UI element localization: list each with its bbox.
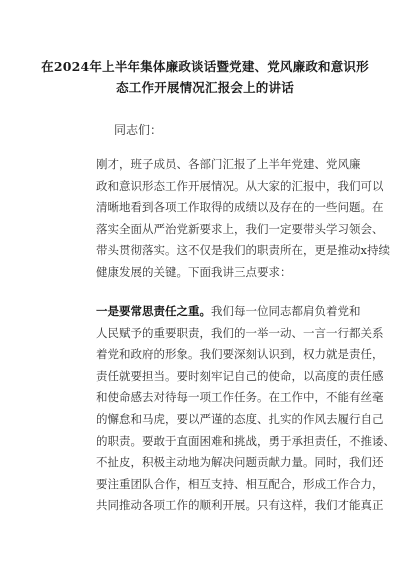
paragraph-line: 刚才，班子成员、各部门汇报了上半年党建、党风廉: [96, 157, 361, 171]
paragraph-line: 健康发展的关键。下面我讲三点要求：: [96, 264, 292, 279]
document-title-line-2: 态工作开展情况汇报会上的讲话: [116, 80, 294, 95]
paragraph-line: 落实全面从严治党新要求上，我们一定要带头学习领会、: [96, 221, 384, 236]
paragraph-line: 的懈怠和马虎，要以严谨的态度、扎实的作风去履行自己: [96, 411, 384, 426]
document-title-line-1: 在2024年上半年集体廉政谈话暨党建、党风廉政和意识形: [41, 59, 369, 74]
paragraph-line: 不扯皮，积极主动地为解决问题贡献力量。同时，我们还: [96, 455, 384, 470]
paragraph-opening: [96, 154, 390, 284]
paragraph-first-line: [96, 301, 361, 323]
paragraph-line: 带头贯彻落实。这不仅是我们的职责所在，更是推动x持续: [96, 243, 390, 258]
paragraph-line: 人民赋予的重要职责，我们的一举一动、一言一行都关系: [96, 325, 384, 340]
salutation: 同志们：: [114, 123, 163, 137]
section-lead-heading: 一是要常思责任之重。: [96, 304, 211, 318]
paragraph-line: 的职责。要敢于直面困难和挑战，勇于承担责任，不推诿、: [96, 433, 395, 448]
paragraph-line: 和使命感去对待每一项工作任务。在工作中，不能有丝毫: [96, 390, 384, 405]
paragraph-line: 着党和政府的形象。我们要深刻认识到，权力就是责任，: [96, 347, 384, 362]
paragraph-requirement-one: [96, 301, 395, 517]
paragraph-line-rest: 我们每一位同志都肩负着党和: [211, 304, 361, 318]
paragraph-line: 责任就要担当。要时刻牢记自己的使命，以高度的责任感: [96, 368, 384, 383]
paragraph-line: 要注重团队合作，相互支持、相互配合，形成工作合力，: [96, 476, 384, 491]
paragraph-line: 政和意识形态工作开展情况。从大家的汇报中，我们可以: [96, 178, 384, 193]
paragraph-line: 清晰地看到各项工作取得的成绩以及存在的一些问题。在: [96, 200, 384, 215]
paragraph-line: 共同推动各项工作的顺利开展。只有这样，我们才能真正: [96, 498, 384, 513]
